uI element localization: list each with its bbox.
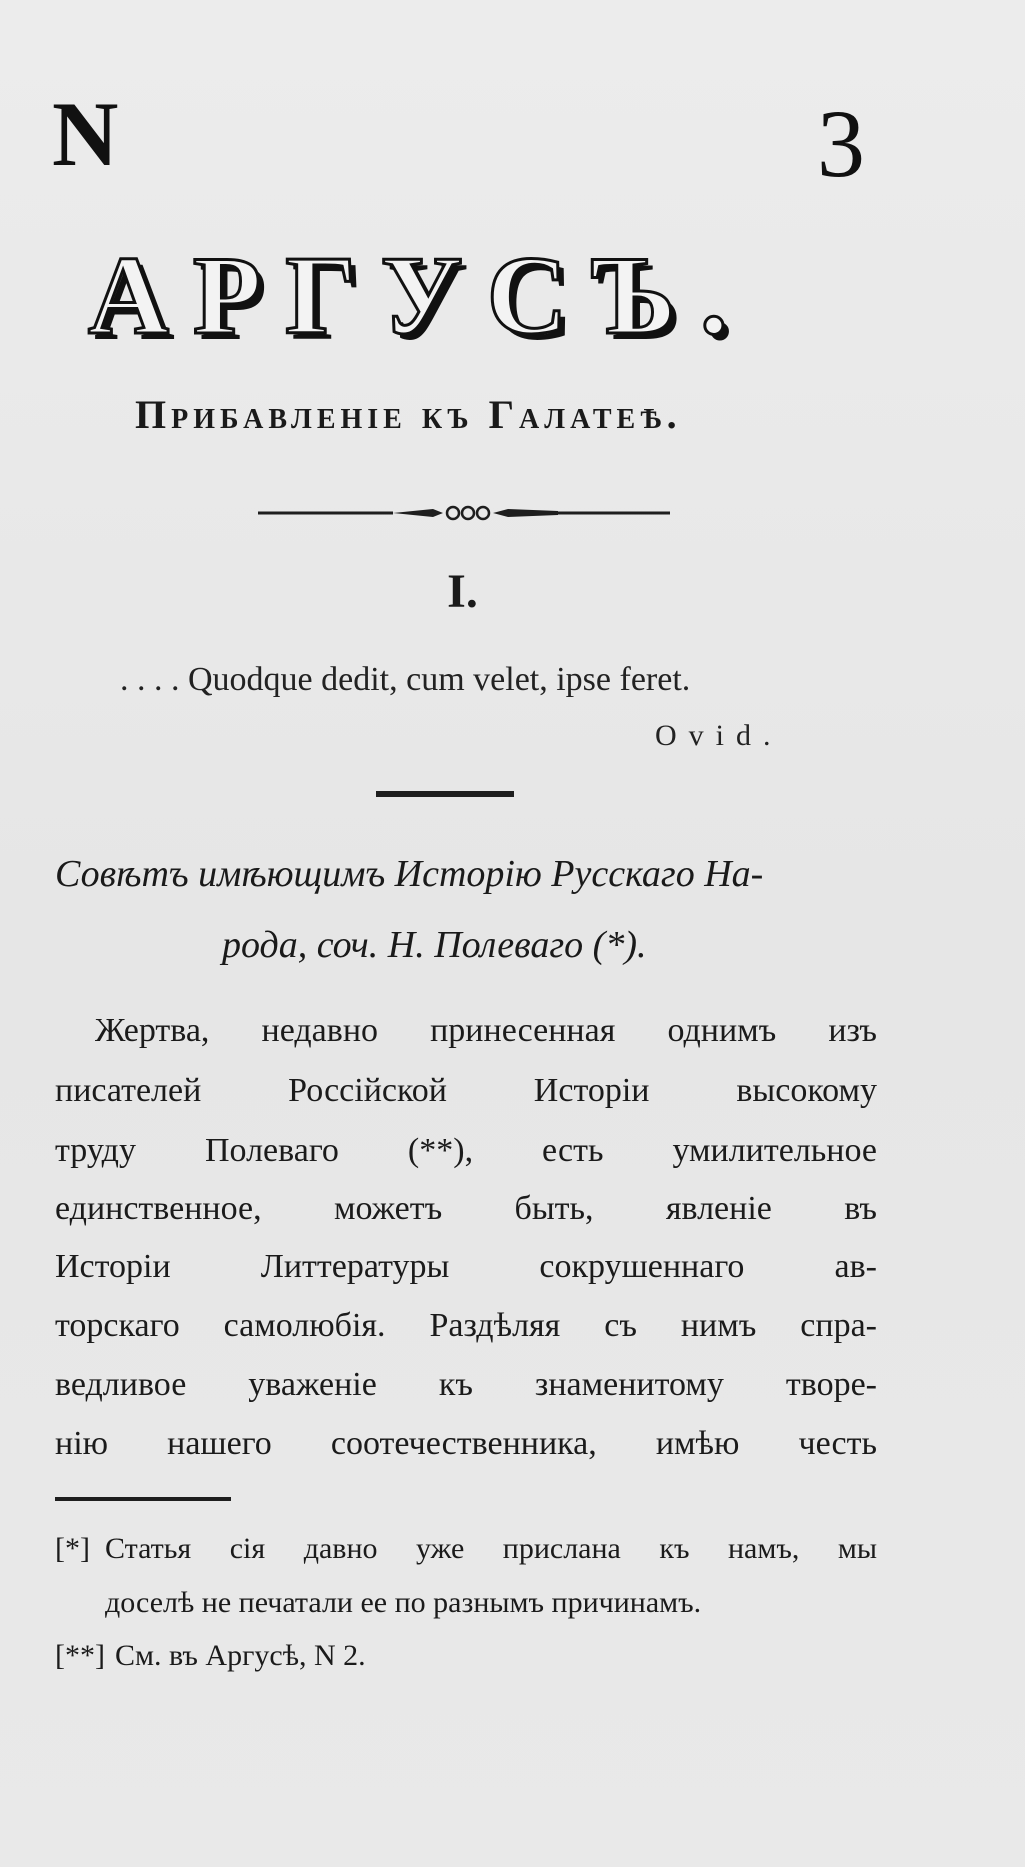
footnote-text: См. въ Аргусѣ, N 2. <box>115 1639 366 1672</box>
footnote-divider <box>55 1497 231 1501</box>
body-line: Жертва, недавно принесенная однимъ изъ <box>95 1012 877 1049</box>
footnote-marker: [**] <box>55 1639 105 1672</box>
body-line: ведливое уваженіе къ знаменитому творе- <box>55 1366 877 1403</box>
body-line: писателей Россійской Исторіи высокому <box>55 1072 877 1109</box>
footnote-text: Статья сія давно уже прислана къ намъ, мы <box>105 1532 877 1565</box>
section-number: I. <box>447 565 478 618</box>
article-title-line-2: рода, соч. Н. Полеваго (*). <box>222 924 647 966</box>
issue-letter: N <box>52 83 119 185</box>
epigraph-author: Ovid. <box>655 719 783 752</box>
ornamental-divider <box>258 500 670 526</box>
masthead-subtitle: Прибавленіе къ Галатеѣ. <box>135 392 682 437</box>
body-line: торскаго самолюбія. Раздѣляя съ нимъ спра- <box>55 1307 877 1344</box>
body-line: труду Полеваго (**), есть умилительное <box>55 1132 877 1169</box>
article-title-line-1: Совѣтъ имѣющимъ Исторію Русскаго На- <box>55 853 764 895</box>
issue-number: 3 <box>817 90 865 197</box>
section-divider <box>376 791 514 797</box>
footnote-text: доселѣ не печатали ее по разнымъ причинамъ. <box>105 1586 702 1619</box>
footnote-marker: [*] <box>55 1532 90 1565</box>
body-line: единственное, можетъ быть, явленіе въ <box>55 1190 877 1227</box>
body-line: нію нашего соотечественника, имѣю честь <box>55 1425 877 1462</box>
body-line: Исторіи Литтературы сокрушеннаго ав- <box>55 1248 877 1285</box>
masthead-title: АРГУСЪ. <box>88 234 752 358</box>
epigraph-quote: . . . . Quodque dedit, cum velet, ipse feret. <box>120 661 691 698</box>
